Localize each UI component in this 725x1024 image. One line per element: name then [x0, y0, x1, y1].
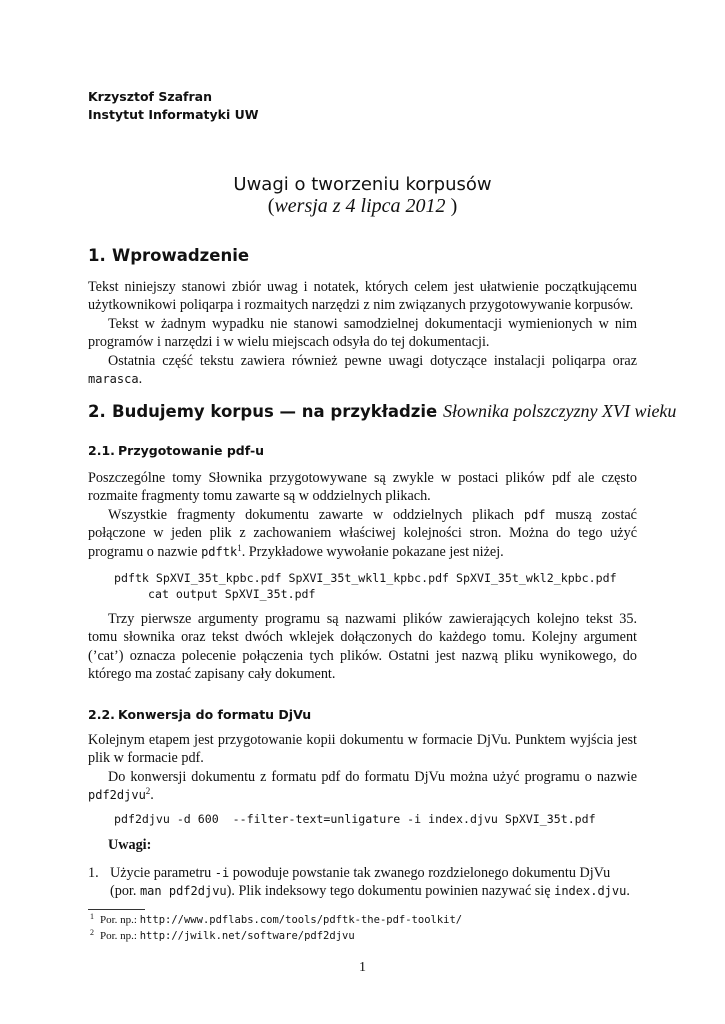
- inline-code: -i: [214, 866, 230, 880]
- version-close-paren: ): [445, 195, 458, 217]
- footnote-prefix: Por. np.:: [100, 930, 140, 942]
- footnote-url[interactable]: http://jwilk.net/software/pdf2djvu: [139, 930, 355, 942]
- subsection-title: Konwersja do formatu DjVu: [118, 707, 312, 722]
- inline-code: pdf2djvu: [88, 788, 146, 803]
- version-text: wersja z 4 lipca 2012: [274, 195, 446, 217]
- text: Ostatnia część tekstu zawiera również pewne uwagi dotyczące instalacji poliqarpa oraz: [108, 353, 637, 369]
- text: .: [150, 787, 154, 804]
- text: . Przykładowe wywołanie pokazane jest niżej.: [241, 543, 504, 560]
- text: ). Plik indeksowy tego dokumentu powinien nazywać się: [226, 883, 555, 900]
- footnote-2: [90, 928, 355, 943]
- list-marker: 1.: [88, 865, 99, 881]
- section-1-paragraph-2: Tekst w żadnym wypadku nie stanowi samodzielnej dokumentacji wymienionych w nim programów i narzędzi i w wielu miejscach odsyła do tej dokumentacji.: [88, 316, 637, 351]
- text: Do konwersji dokumentu z formatu pdf do formatu DjVu można użyć programu o nazwie: [108, 769, 637, 785]
- author-block: [88, 88, 259, 124]
- text: .: [138, 371, 143, 388]
- footnote-url[interactable]: http://www.pdflabs.com/tools/pdftk-the-pdf-toolkit/: [139, 914, 463, 926]
- section-title: Budujemy korpus — na przykładzie: [112, 402, 443, 421]
- author-affiliation: Instytut Informatyki UW: [88, 107, 259, 122]
- subsection-2-2-heading: [88, 706, 311, 724]
- footnote-number: 2: [90, 928, 94, 937]
- inline-code: pdf: [523, 508, 546, 522]
- inline-code: man pdf2djvu: [139, 884, 227, 899]
- subsection-number: 2.1.: [88, 443, 115, 458]
- list-item: [88, 864, 637, 901]
- inline-code: index.djvu: [554, 884, 627, 899]
- subsection-number: 2.2.: [88, 707, 115, 722]
- subsection-2-1-paragraph-3: Trzy pierwsze argumenty programu są nazwami plików zawierających kolejno tekst 35. tomu słownika oraz tekst dwóch wklejek dołączonych do każdego tomu. Kolejny argument (’cat’) oznacza polecenie połączenia tych plików. Ostatni jest nazwą pliku wynikowego, do którego ma zostać zapisany cały dokument.: [88, 611, 637, 683]
- notes-heading: Uwagi:: [108, 837, 152, 853]
- section-number: 1.: [88, 246, 106, 265]
- code-block-pdf2djvu: pdf2djvu -d 600 --filter-text=unligature -i index.djvu SpXVI_35t.pdf: [114, 812, 596, 826]
- section-1-paragraph-3: [88, 352, 637, 389]
- author-name: Krzysztof Szafran: [88, 89, 212, 104]
- subsection-2-1-paragraph-1: Poszczególne tomy Słownika przygotowywane są zwykle w postaci plików pdf ale często rozmaite fragmenty tomu zawarte są w oddzielnych plikach.: [88, 470, 637, 505]
- footnote-ref-1: 1: [237, 542, 242, 553]
- document-version: [88, 193, 637, 219]
- section-title: Wprowadzenie: [112, 246, 250, 265]
- text: Wszystkie fragmenty dokumentu zawarte w oddzielnych plikach: [108, 507, 524, 523]
- section-1-heading: [88, 245, 249, 267]
- text: .: [626, 883, 630, 900]
- code-block-line-2: cat output SpXVI_35t.pdf: [148, 587, 316, 601]
- subsection-2-2-paragraph-1: Kolejnym etapem jest przygotowanie kopii dokumentu w formacie DjVu. Punktem wyjścia jest plik w formacie pdf.: [88, 732, 637, 767]
- document-title: Uwagi o tworzeniu korpusów: [233, 174, 492, 195]
- subsection-2-2-paragraph-2: [88, 768, 637, 805]
- version-open-paren: (: [267, 195, 275, 217]
- subsection-2-1-heading: [88, 442, 264, 460]
- page-number: 1: [359, 960, 366, 975]
- footnote-prefix: Por. np.:: [100, 914, 140, 926]
- section-1-paragraph-1: Tekst niniejszy stanowi zbiór uwag i notatek, których celem jest ułatwienie początkującemu użytkownikowi poliqarpa i rozmaitych narzędzi z nim związanych przygotowywanie korpusów.: [88, 279, 637, 314]
- footnote-1: [90, 912, 463, 927]
- section-title-italic: Słownika polszczyzny XVI wieku: [442, 401, 677, 421]
- footnote-ref-2: 2: [145, 786, 151, 797]
- list-item-text: [110, 864, 637, 901]
- section-2-heading: [88, 400, 676, 423]
- text: powoduje powstanie tak zwanego rozdzielonego dokumentu DjVu (por.: [110, 865, 611, 900]
- code-block-line-1: pdftk SpXVI_35t_kpbc.pdf SpXVI_35t_wkl1_kpbc.pdf SpXVI_35t_wkl2_kpbc.pdf: [114, 571, 617, 585]
- inline-code: marasca: [88, 372, 139, 387]
- footnote-rule: [88, 909, 145, 910]
- text: muszą zostać połączone w jeden plik z zachowaniem właściwej kolejności stron. Można do tego użyć programu o nazwie: [88, 507, 637, 560]
- subsection-title: Przygotowanie pdf-u: [118, 443, 265, 458]
- text: Użycie parametru: [110, 865, 215, 881]
- section-number: 2.: [88, 402, 106, 421]
- footnote-number: 1: [90, 912, 94, 921]
- subsection-2-1-paragraph-2: [88, 506, 637, 561]
- inline-code: pdftk: [201, 544, 238, 559]
